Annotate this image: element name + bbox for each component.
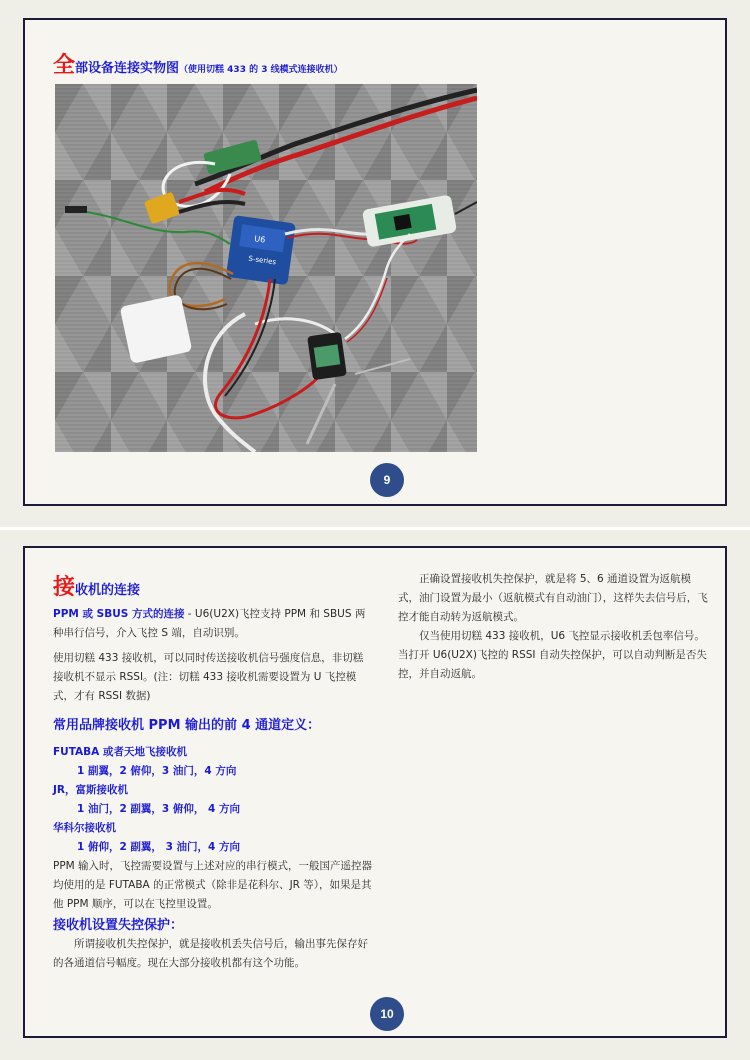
heading-first-char: 接: [53, 575, 76, 600]
brand-channels: 1 副翼，2 俯仰，3 油门，4 方向: [77, 765, 237, 777]
right-column: [398, 570, 708, 684]
brand-channels: 1 油门，2 副翼，3 俯仰， 4 方向: [77, 803, 241, 815]
heading-text: 收机的连接: [75, 583, 141, 598]
ppm-sbus-paragraph: [53, 605, 373, 643]
photo-illustration: [55, 84, 477, 452]
qiegao-paragraph: 使用切糕 433 接收机，可以同时传送接收机信号强度信息，非切糕接收机不显示 RSSI。(注：切糕 433 接收机需要设置为 U 飞控模式，才有 RSSI 数据): [53, 652, 364, 702]
ppm-sbus-text: - U6(U2X)飞控支持 PPM 和 SBUS 两种串行信号，介入飞控 S 端，自动识别。: [53, 608, 366, 639]
page-10-heading: [53, 575, 373, 601]
brand-name: 华科尔接收机: [53, 822, 116, 834]
failsafe-paragraph: 所谓接收机失控保护，就是接收机丢失信号后，输出事先保存好的各通道信号幅度。现在大部分接收机都有这个功能。: [53, 938, 368, 969]
brand-name: FUTABA 或者天地飞接收机: [53, 746, 187, 758]
ppm-sbus-label: PPM 或 SBUS 方式的连接: [53, 608, 185, 620]
receiver: [362, 195, 457, 248]
rssi-paragraph: 仅当使用切糕 433 接收机，U6 飞控显示接收机丢包率信号。当打开 U6(U2X)飞控的 RSSI 自动失控保护，可以自动判断是否失控，并自动返航。: [398, 630, 707, 680]
page-number-badge: 9: [370, 463, 404, 497]
page-9: [23, 18, 727, 506]
heading-note: （使用切糕 433 的 3 线模式连接收机）: [179, 65, 343, 75]
left-column: [53, 575, 373, 973]
page-number-badge: 10: [370, 997, 404, 1031]
channels-heading: 常用品牌接收机 PPM 输出的前 4 通道定义：: [53, 718, 321, 733]
heading-first-char: 全: [53, 53, 76, 78]
brand-name: JR，富斯接收机: [53, 784, 128, 796]
heading-text: 部设备连接实物图: [75, 61, 180, 76]
brand-channels: 1 俯仰，2 副翼， 3 油门，4 方向: [77, 841, 241, 853]
ppm-input-paragraph: PPM 输入时，飞控需要设置与上述对应的串行模式，一般国产遥控器均使用的是 FUTABA 的正常模式（除非是花科尔、JR 等），如果是其他 PPM 顺序，可以在飞控里设置。: [53, 860, 373, 910]
page-10: [23, 546, 727, 1038]
device-connection-photo: [55, 84, 477, 452]
page-separator: [0, 527, 750, 530]
svg-text:S-series: S-series: [248, 254, 277, 267]
flight-controller: [226, 215, 296, 285]
xt60-connector: [144, 192, 180, 225]
gps-module: [120, 294, 193, 364]
failsafe-heading: 接收机设置失控保护：: [53, 918, 184, 933]
svg-text:U6: U6: [253, 234, 266, 245]
page-9-heading: [53, 48, 343, 79]
failsafe-setup-paragraph: 正确设置接收机失控保护，就是将 5、6 通道设置为返航模式，油门设置为最小（返航模式有自动油门），这样失去信号后，飞控才能自动转为返航模式。: [398, 573, 708, 623]
